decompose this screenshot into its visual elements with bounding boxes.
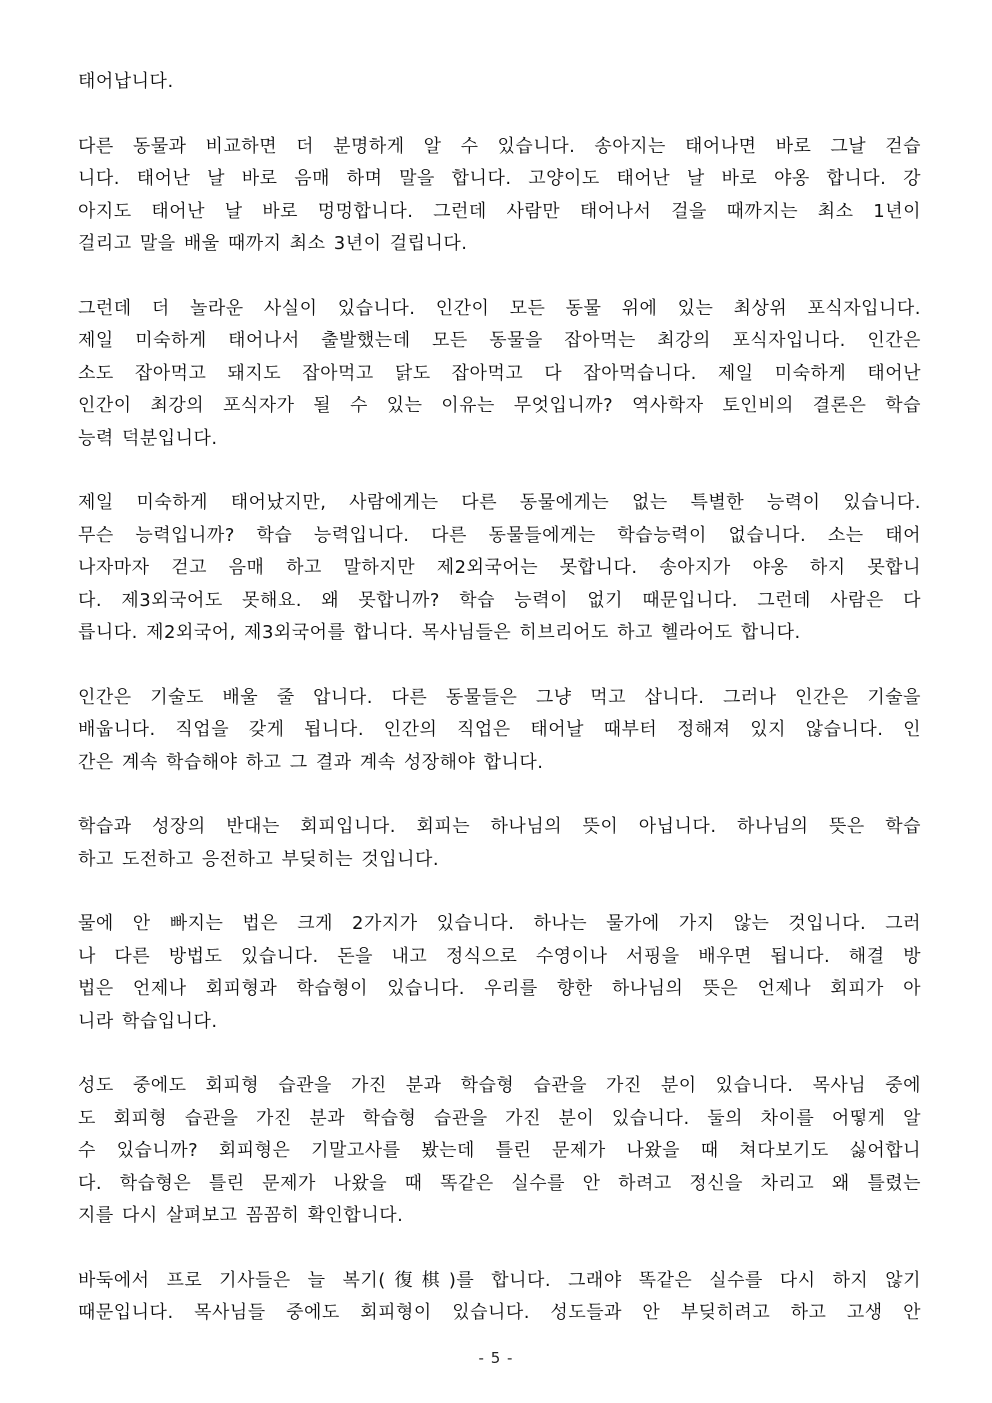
paragraph: [78, 1070, 921, 1233]
text-line: 학습과 성장의 반대는 회피입니다. 회피는 하나님의 뜻이 아닙니다. 하나님의 뜻은 학습: [78, 816, 921, 837]
paragraph: [78, 1265, 921, 1330]
text-line: 니다. 태어난 날 바로 음매 하며 말을 합니다. 고양이도 태어난 날 바로 야옹 합니다. 강: [78, 168, 921, 189]
text-line: 도 회피형 습관을 가진 분과 학습형 습관을 가진 분이 있습니다. 둘의 차이를 어떻게 알: [78, 1107, 921, 1129]
text-line: 다. 제3외국어도 못해요. 왜 못합니까? 학습 능력이 없기 때문입니다. 그런데 사람은 다: [78, 589, 921, 611]
text-line: 수 있습니까? 회피형은 기말고사를 봤는데 틀린 문제가 나왔을 때 쳐다보기도 싫어합니: [78, 1140, 921, 1161]
text-line: 지를 다시 살펴보고 꼼꼼히 확인합니다.: [78, 1205, 404, 1226]
text-line: 다른 동물과 비교하면 더 분명하게 알 수 있습니다. 송아지는 태어나면 바로 그날 걷습: [78, 135, 921, 157]
text-line: 인간이 최강의 포식자가 될 수 있는 이유는 무엇입니까? 역사학자 토인비의 결론은 학습: [78, 395, 921, 416]
text-line: 릅니다. 제2외국어, 제3외국어를 합니다. 목사님들은 히브리어도 하고 헬라어도 합니다.: [78, 622, 801, 643]
text-line: 다. 학습형은 틀린 문제가 나왔을 때 똑같은 실수를 안 하려고 정신을 차리고 왜 틀렸는: [78, 1172, 921, 1194]
page-number: - 5 -: [478, 1349, 514, 1367]
paragraph: [78, 131, 921, 261]
text-line: 물에 안 빠지는 법은 크게 2가지가 있습니다. 하나는 물가에 가지 않는 것입니다. 그러: [78, 913, 921, 934]
text-line: 능력 덕분입니다.: [78, 427, 218, 449]
text-line: 나자마자 걷고 음매 하고 말하지만 제2외국어는 못합니다. 송아지가 야옹 하지 못합니: [78, 557, 921, 578]
text-line: 니라 학습입니다.: [78, 1010, 218, 1032]
text-line: 아지도 태어난 날 바로 멍멍합니다. 그런데 사람만 태어나서 걸을 때까지는 최소 1년이: [78, 200, 921, 222]
text-line: 배웁니다. 직업을 갖게 됩니다. 인간의 직업은 태어날 때부터 정해져 있지 않습니다. 인: [78, 719, 921, 740]
paragraph: [78, 293, 921, 456]
text-line: 성도 중에도 회피형 습관을 가진 분과 학습형 습관을 가진 분이 있습니다. 목사님 중에: [78, 1075, 921, 1096]
text-line: 태어납니다.: [78, 71, 174, 92]
text-line: 하고 도전하고 응전하고 부딪히는 것입니다.: [78, 848, 440, 870]
paragraph: [78, 66, 921, 99]
text-line: 법은 언제나 회피형과 학습형이 있습니다. 우리를 향한 하나님의 뜻은 언제나 회피가 아: [78, 978, 921, 999]
text-line: 제일 미숙하게 태어나서 출발했는데 모든 동물을 잡아먹는 최강의 포식자입니다. 인간은: [78, 330, 921, 351]
paragraph: [78, 487, 921, 650]
text-line: 무슨 능력입니까? 학습 능력입니다. 다른 동물들에게는 학습능력이 없습니다. 소는 태어: [78, 524, 921, 546]
text-line: 간은 계속 학습해야 하고 그 결과 계속 성장해야 합니다.: [78, 751, 544, 773]
text-line: 나 다른 방법도 있습니다. 돈을 내고 정식으로 수영이나 서핑을 배우면 됩니다. 해결 방: [78, 945, 921, 967]
document-body: [78, 66, 921, 1362]
paragraph: [78, 811, 921, 876]
paragraph: [78, 908, 921, 1038]
text-line: 인간은 기술도 배울 줄 압니다. 다른 동물들은 그냥 먹고 삽니다. 그러나 인간은 기술을: [78, 686, 921, 708]
paragraph: [78, 682, 921, 780]
text-line: 때문입니다. 목사님들 중에도 회피형이 있습니다. 성도들과 안 부딪히려고 하고 고생 안: [78, 1302, 921, 1323]
text-line: 걸리고 말을 배울 때까지 최소 3년이 걸립니다.: [78, 233, 468, 254]
text-line: 제일 미숙하게 태어났지만, 사람에게는 다른 동물에게는 없는 특별한 능력이 있습니다.: [78, 492, 921, 513]
text-line: 소도 잡아먹고 돼지도 잡아먹고 닭도 잡아먹고 다 잡아먹습니다. 제일 미숙하게 태어난: [78, 362, 921, 384]
text-line: 그런데 더 놀라운 사실이 있습니다. 인간이 모든 동물 위에 있는 최상위 포식자입니다.: [78, 297, 921, 319]
text-line: 바둑에서 프로 기사들은 늘 복기(復棋)를 합니다. 그래야 똑같은 실수를 다시 하지 않기: [78, 1269, 921, 1291]
